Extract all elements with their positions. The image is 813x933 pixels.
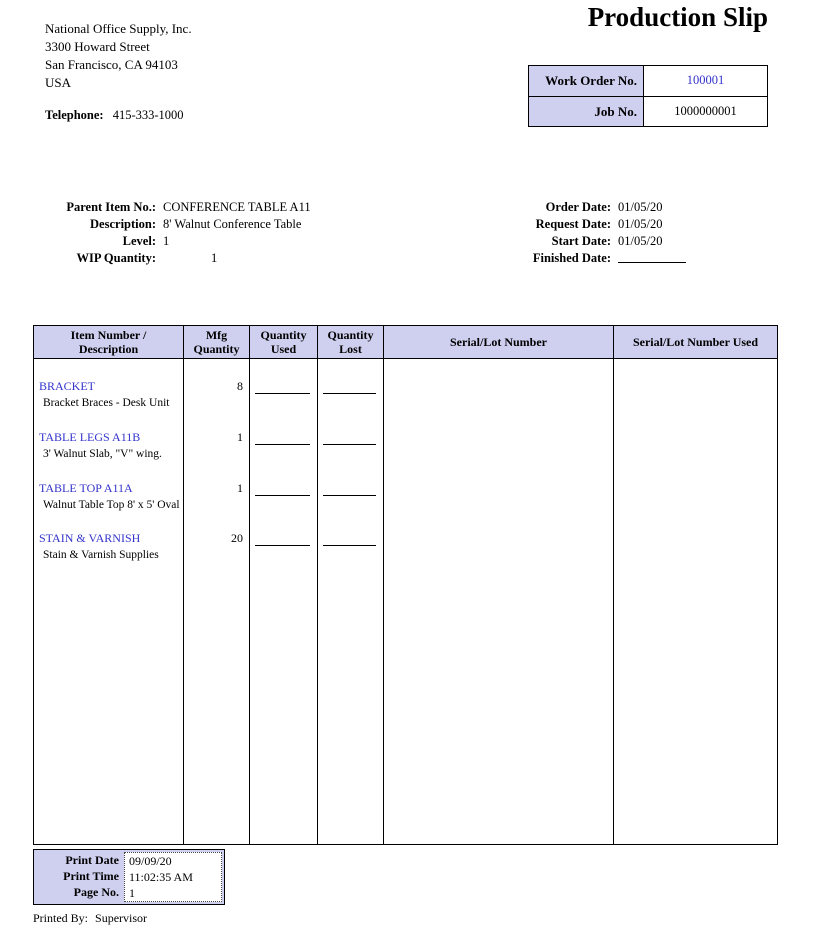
print-time-value: 11:02:35 AM [129,870,193,884]
quantity-lost-blank-line [323,495,376,496]
item-number-link[interactable]: STAIN & VARNISH [39,531,141,545]
mfg-quantity-value: 20 [231,531,243,545]
work-order-box [528,65,768,127]
work-order-number-link[interactable]: 100001 [686,73,725,87]
description-row [38,216,311,233]
printed-by-line [33,911,147,926]
company-street: 3300 Howard Street [45,39,150,54]
table-row [34,481,183,513]
order-date-label: Order Date: [545,200,611,214]
header-line: Quantity [260,328,307,342]
header-line: Used [270,342,297,356]
level-row [38,233,311,250]
company-country: USA [45,75,72,90]
company-address-block [45,20,192,124]
column-item-description [34,359,184,844]
header-quantity-used [250,326,318,358]
finished-date-row [515,250,686,267]
quantity-lost-blank-line [323,444,376,445]
parent-item-label: Parent Item No.: [66,200,156,214]
printed-by-value: Supervisor [95,911,148,925]
header-serial-lot-number-used [614,326,777,358]
mfg-quantity-value: 1 [237,481,243,495]
header-mfg-quantity [184,326,250,358]
item-description: Walnut Table Top 8' x 5' Oval [43,499,180,511]
header-item-number-description [34,326,184,358]
item-number-link[interactable]: BRACKET [39,379,96,393]
print-date-value: 09/09/20 [129,854,172,868]
table-row [34,379,183,411]
job-number-value: 1000000001 [674,104,737,118]
telephone-value: 415-333-1000 [112,108,184,122]
header-line: Serial/Lot Number [450,335,547,349]
order-date-value: 01/05/20 [618,200,663,214]
description-label: Description: [90,217,156,231]
job-number-label: Job No. [529,97,644,126]
mfg-quantity-value: 8 [237,379,243,393]
request-date-value: 01/05/20 [618,217,663,231]
header-line: Serial/Lot Number Used [632,335,759,349]
column-quantity-lost [318,359,384,844]
start-date-row [515,233,686,250]
page-number-value: 1 [129,886,135,900]
components-table [33,325,778,845]
column-mfg-quantity [184,359,250,844]
job-number-row [529,96,767,126]
mfg-quantity-value: 1 [237,430,243,444]
description-value: 8' Walnut Conference Table [163,217,302,231]
wip-quantity-row [38,250,311,267]
parent-item-section [38,199,311,267]
parent-item-row [38,199,311,216]
header-line: Mfg [205,328,228,342]
work-order-row [529,66,767,96]
work-order-label: Work Order No. [529,66,644,96]
request-date-row [515,216,686,233]
quantity-lost-blank-line [323,393,376,394]
header-line: Lost [339,342,362,356]
start-date-value: 01/05/20 [618,234,663,248]
wip-quantity-label: WIP Quantity: [76,251,156,265]
table-row [34,531,183,563]
dates-section [515,199,686,267]
parent-item-value: CONFERENCE TABLE A11 [163,200,311,214]
item-number-link[interactable]: TABLE TOP A11A [39,481,133,495]
request-date-label: Request Date: [535,217,611,231]
telephone-label: Telephone: [45,108,104,122]
report-title: Production Slip [587,2,768,32]
header-quantity-lost [318,326,384,358]
column-serial-lot-number [384,359,614,844]
item-description: Bracket Braces - Desk Unit [43,397,170,409]
header-line: Quantity [327,328,374,342]
print-info-box [33,849,225,905]
level-label: Level: [122,234,156,248]
column-quantity-used [250,359,318,844]
company-name: National Office Supply, Inc. [45,21,192,36]
printed-by-label: Printed By: [33,911,89,925]
item-description: 3' Walnut Slab, "V" wing. [43,448,162,460]
table-body [34,359,777,844]
order-date-row [515,199,686,216]
finished-date-blank-line [618,250,686,263]
wip-quantity-value: 1 [211,251,218,265]
company-city: San Francisco, CA 94103 [45,57,178,72]
table-row [34,430,183,462]
item-description: Stain & Varnish Supplies [43,549,159,561]
level-value: 1 [163,234,170,248]
quantity-used-blank-line [255,495,310,496]
header-serial-lot-number [384,326,614,358]
print-date-label: Print Date [65,853,119,867]
company-telephone-line [45,106,192,124]
print-info-values [124,852,222,902]
header-line: Description [78,342,139,356]
item-number-link[interactable]: TABLE LEGS A11B [39,430,141,444]
print-time-label: Print Time [63,869,119,883]
print-info-labels [36,852,124,902]
finished-date-label: Finished Date: [532,251,611,265]
table-header-row [34,326,777,359]
start-date-label: Start Date: [551,234,611,248]
header-line: Item Number / [70,328,147,342]
column-serial-lot-number-used [614,359,777,844]
quantity-used-blank-line [255,393,310,394]
header-line: Quantity [193,342,240,356]
page-number-label: Page No. [73,885,119,899]
quantity-lost-blank-line [323,545,376,546]
quantity-used-blank-line [255,444,310,445]
quantity-used-blank-line [255,545,310,546]
